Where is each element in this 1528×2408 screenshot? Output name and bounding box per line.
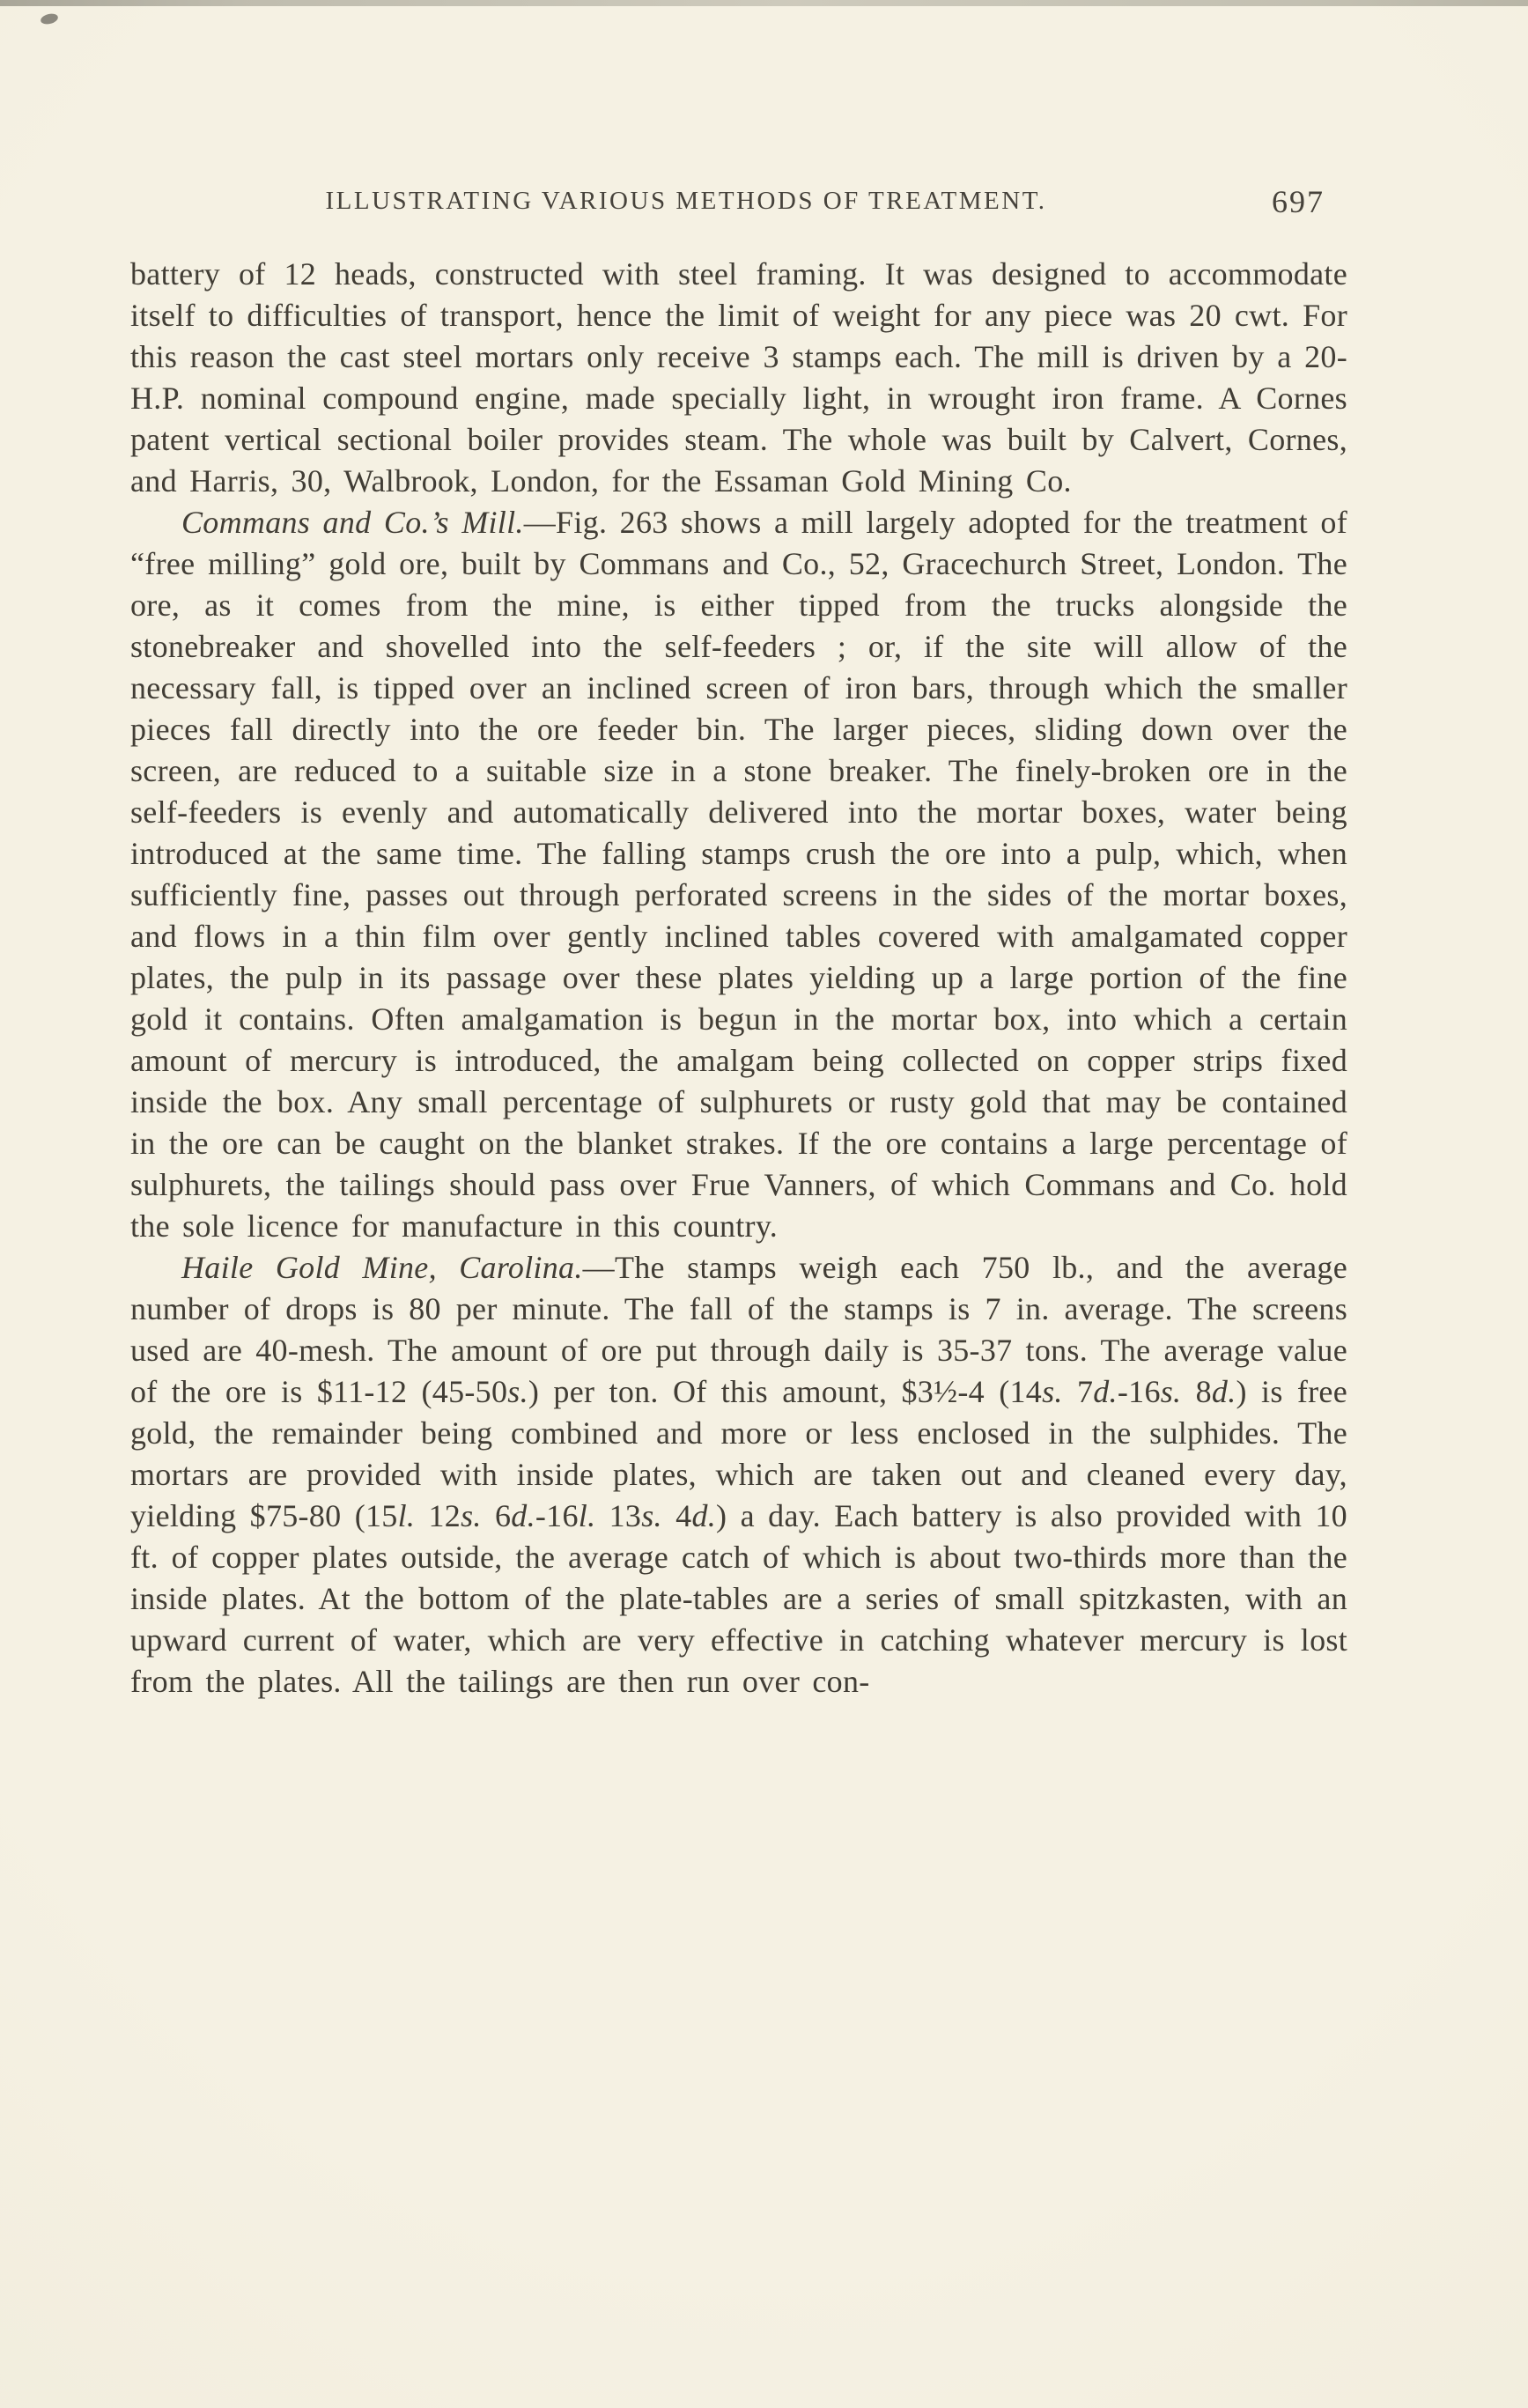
text-segment: 8 (1181, 1374, 1212, 1409)
italic-text-segment: s. (507, 1374, 528, 1409)
italic-text-segment: s. (1160, 1374, 1182, 1409)
text-segment: 12 (415, 1498, 461, 1533)
text-segment: battery of 12 heads, constructed with steel framing. It was designed to accommodate itself to difficulties of transport, hence the limit of weight for any piece was 20 cwt. For this reason the cast steel mortars only receive 3 stamps each. The mill is driven by a 20-H.P. nominal compound engine, made specially light, in wrought iron frame. A Cornes patent vertical sectional boiler provides steam. The whole was built by Calvert, Cornes, and Harris, 30, Walbrook, London, for the Essaman Gold Mining Co. (130, 256, 1347, 499)
text-segment: —Fig. 263 shows a mill largely adopted for the treatment of “free milling” gold ore, built by Commans and Co., 52, Gracechurch Street, London. The ore, as it comes from the mine, is either tipped from the trucks alongside the stonebreaker and shovelled into the self-feeders ; or, if the site will allow of the necessary fall, is tipped over an inclined screen of iron bars, through which the smaller pieces fall directly into the ore feeder bin. The larger pieces, sliding down over the screen, are reduced to a suitable size in a stone breaker. The finely-broken ore in the self-feeders is evenly and automatically delivered into the mortar boxes, water being introduced at the same time. The falling stamps crush the ore into a pulp, which, when sufficiently fine, passes out through perforated screens in the sides of the mortar boxes, and flows in a thin film over gently inclined tables covered with amalgamated copper plates, the pulp in its passage over these plates yielding up a large portion of the fine gold it contains. Often amalgamation is begun in the mortar box, into which a certain amount of mercury is introduced, the amalgam being collected on copper strips fixed inside the box. Any small percentage of sulphurets or rusty gold that may be contained in the ore can be caught on the blanket strakes. If the ore contains a large percentage of sulphurets, the tailings should pass over Frue Vanners, of which Commans and Co. hold the sole licence for manufacture in this country. (130, 505, 1347, 1244)
text-segment: 4 (661, 1498, 692, 1533)
text-segment: ) a day. Each battery is also provided with 10 ft. of copper plates outside, the average catch of which is about two-thirds more than the inside plates. At the bottom of the plate-tables are a series of small spitzkasten, with an upward current of water, which are very effective in catching whatever mercury is lost from the plates. All the tailings are then run over con- (130, 1498, 1347, 1699)
italic-text-segment: Commans and Co.’s Mill. (181, 505, 524, 540)
paragraph (130, 254, 1347, 502)
text-segment: 6 (481, 1498, 512, 1533)
text-segment: 13 (595, 1498, 642, 1533)
italic-text-segment: d. (1093, 1374, 1118, 1409)
text-segment: -16 (535, 1498, 579, 1533)
page-number: 697 (1272, 184, 1325, 219)
italic-text-segment: s. (461, 1498, 482, 1533)
text-segment: 7 (1062, 1374, 1094, 1409)
text-segment: -16 (1117, 1374, 1161, 1409)
text-block (130, 254, 1347, 1703)
paragraph (130, 1247, 1347, 1703)
text-segment: ) per ton. Of this amount, $3½-4 (14 (528, 1374, 1043, 1409)
italic-text-segment: s. (1042, 1374, 1063, 1409)
text-segment: ) is free gold, the remainder being combined and more or less enclosed in the sulphides. The mortars are provided with inside plates, which are taken out and cleaned every day, yielding $75-80 (15 (130, 1374, 1347, 1533)
running-header (130, 184, 1347, 233)
scan-speck-artifact (40, 12, 59, 26)
italic-text-segment: s. (641, 1498, 662, 1533)
running-header-title: ILLUSTRATING VARIOUS METHODS OF TREATMENT. (325, 187, 1047, 215)
italic-text-segment: Haile Gold Mine, Carolina. (181, 1250, 583, 1285)
italic-text-segment: d. (1211, 1374, 1236, 1409)
scan-edge-artifact (0, 0, 1528, 6)
italic-text-segment: d. (691, 1498, 717, 1533)
italic-text-segment: l. (397, 1498, 416, 1533)
italic-text-segment: l. (578, 1498, 596, 1533)
italic-text-segment: d. (511, 1498, 535, 1533)
paragraph (130, 502, 1347, 1247)
text-segment: —The stamps weigh each 750 lb., and the average number of drops is 80 per minute. The fall of the stamps is 7 in. average. The screens used are 40-mesh. The amount of ore put through daily is 35-37 tons. The average value of the ore is $11-12 (45-50 (130, 1250, 1347, 1409)
